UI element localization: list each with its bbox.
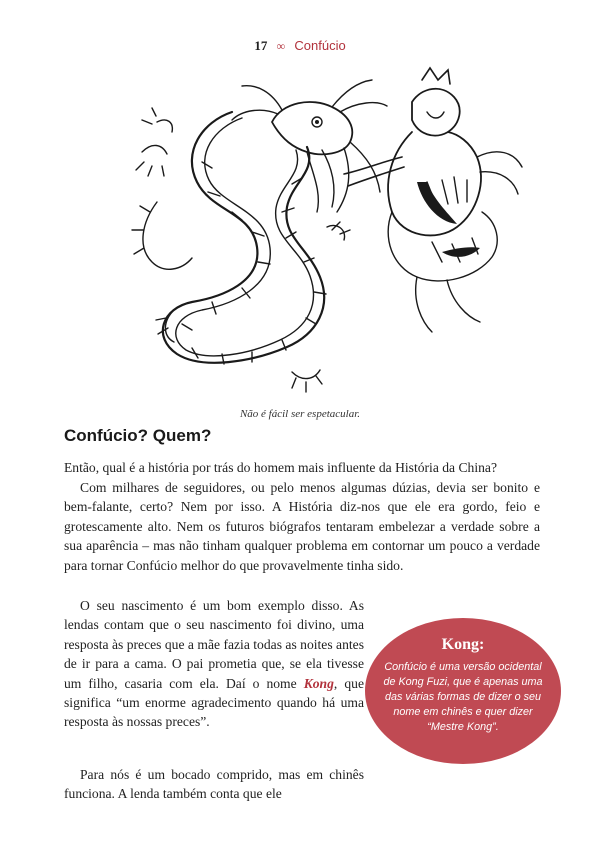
ornament-icon: ∞ — [276, 39, 286, 53]
paragraph-3-text-a: O seu nascimento é um bom exemplo disso. As lendas contam que o seu nascimento foi divino, uma resposta às preces que a mãe fazia todas as noites antes de ir para a cama. O pai prometia que, se ela tivesse um filho, casaria com ela. Daí o nome — [64, 598, 364, 691]
kong-highlight: Kong — [303, 675, 334, 691]
section-heading: Confúcio? Quem? — [64, 426, 212, 445]
callout-text: Confúcio é uma versão ocidental de Kong Fuzi, que é apenas uma das várias formas de dizer o seu nome em chinês e quer dizer “Mestre Kong”. — [383, 661, 543, 733]
paragraph-2: Com milhares de seguidores, ou pelo menos algumas dúzias, devia ser bonito e bem-falante, certo? Nem por isso. A História diz-nos que ele era gordo, feio e grotescamente alto. Nem os futuros biógrafos tentaram embelezar a verdade sobre a sua aparência – mas não tinham qualquer problema em contornar um pouco a verdade para tornar Confúcio melhor do que provavelmente tinha sido. — [64, 480, 540, 573]
paragraph-4: Para nós é um bocado comprido, mas em chinês funciona. A lenda também conta que ele — [64, 767, 364, 802]
dragon-and-confucius-illustration-icon — [82, 62, 532, 402]
paragraph-1: Então, qual é a história por trás do homem mais influente da História da China? — [64, 460, 497, 475]
illustration-caption: Não é fácil ser espetacular. — [239, 408, 361, 420]
page-number: 17 — [254, 38, 268, 53]
callout-title: Kong: — [441, 636, 485, 653]
running-header — [0, 38, 600, 54]
chapter-title: Confúcio — [294, 38, 346, 53]
paragraph-3-text-b: , que significa “um enorme agradecimento quando há uma resposta às nossas preces”. — [64, 675, 364, 730]
kong-callout-bubble — [365, 618, 561, 764]
paragraph-3 — [64, 596, 364, 732]
